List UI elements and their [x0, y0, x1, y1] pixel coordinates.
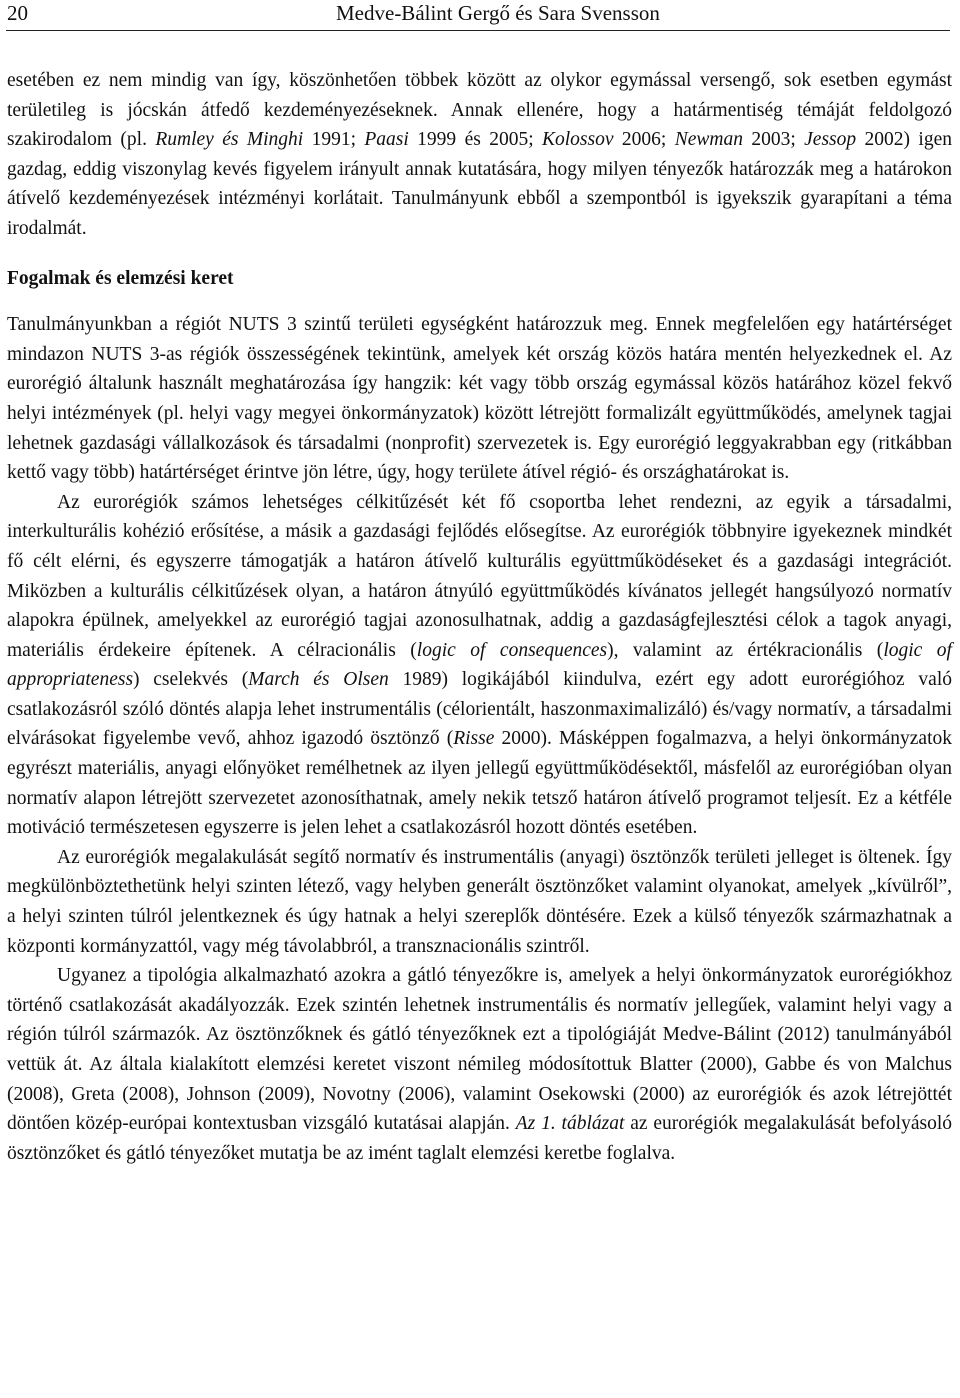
- text: ) cselekvés (: [133, 669, 249, 691]
- citation-author: Paasi: [364, 129, 409, 151]
- paragraph-intro: [7, 66, 952, 244]
- paragraph-objectives: [7, 488, 952, 843]
- citation-author: Risse: [453, 728, 495, 750]
- citation-author: Newman: [674, 129, 743, 151]
- italic-term: logic of consequences: [416, 639, 608, 661]
- text: 2000). Másképpen fogalmazva, a helyi önkormányzatok egyrészt materiális, anyagi előnyöket remélhetnek az ilyen jellegű együttműködésektől, másfelől az eurorégióban olyan normatív alapon létrejött szervezetet azonosíthatnak, amely nekik tetsző határon átívelő programot teljesít. Ez a kétféle motiváció természetesen egyszerre is jelen lehet a csatlakozásról hozott döntés esetében.: [7, 728, 952, 839]
- text: Az eurorégiók számos lehetséges célkitűzését két fő csoportba lehet rendezni, az egyik a társadalmi, interkulturális kohézió erősítése, a másik a gazdasági fejlődés elősegítse. Az eurorégiók többnyire igyekeznek mindkét fő célt elérni, és egyszerre támogatják a határon átívelő kulturális együttműködéseket és a gazdasági integrációt. Miközben a kulturális célkitűzések olyan, a határon átnyúló együttműködés kívánatos jellegét hangsúlyozó normatív alapokra épülnek, amelyekkel az eurorégió tagjai azonosulhatnak, addig a gazdaságfejlesztési célok a tagok anyagi, materiális érdekeire építenek. A célracionális (: [7, 491, 952, 661]
- section-heading: Fogalmak és elemzési keret: [7, 267, 234, 289]
- paragraph-incentives: Az eurorégiók megalakulását segítő normatív és instrumentális (anyagi) ösztönzők területi jelleget is öltenek. Így megkülönböztethetünk helyi szinten létező, vagy helyben generált ösztönzőket valamint olyanokat, amelyek „kívülről”, a helyi szinten túlról jelentkeznek és úgy hatnak a helyi szereplők döntésére. Ezek a külső tényezők származhatnak a központi kormányzattól, vagy még távolabbról, a transznacionális szintről.: [7, 846, 952, 957]
- text: az eurorégiók megalakulását befolyásoló ösztönzőket és gátló tényezőket mutatja be az imént taglalt elemzési keretbe foglalva.: [7, 1113, 952, 1164]
- table-reference: Az 1. táblázat: [515, 1113, 625, 1135]
- text: esetében ez nem mindig van így, köszönhetően többek között az olykor egymással versengő, sok esetben egymást területileg is jócskán átfedő kezdeményezéseknek. Annak ellenére, hogy a határmentiség témáját feldolgozó szakirodalom (pl.: [7, 70, 952, 151]
- paragraph-definitions: Tanulmányunkban a régiót NUTS 3 szintű területi egységként határozzuk meg. Ennek megfelelően egy határtérséget mindazon NUTS 3-as régiók összességének tekintünk, amelyek két ország közös határa mentén helyezkednek el. Az eurorégió általunk használt meghatározása így hangzik: két vagy több ország egymással közös határához közel fekvő helyi intézmények (pl. helyi vagy megyei önkormányzatok) között létrejött formalizált együttműködés, amelynek tagjai lehetnek gazdasági vállalkozások és társadalmi (nonprofit) szervezetek is. Egy eurorégió leggyakrabban egy (ritkábban kettő vagy több) határtérséget érintve jön létre, úgy, hogy területe átível régió- és országhatárokat is.: [7, 314, 952, 484]
- running-title: Medve-Bálint Gergő és Sara Svensson: [336, 1, 660, 25]
- citation-author: Jessop: [804, 129, 857, 151]
- citation-author: Kolossov: [542, 129, 614, 151]
- citation-author: Rumley és Minghi: [155, 129, 304, 151]
- page-header: [6, 0, 950, 31]
- citation-author: March és Olsen: [248, 669, 389, 691]
- text: 1989) logikájából kiindulva, ezért egy adott eurorégióhoz való csatlakozásról szóló döntés alapja lehet instrumentális (célorientált, haszonmaximalizáló) és/vagy normatív, a társadalmi elvárásokat figyelembe vevő, ahhoz igazodó ösztönző (: [7, 669, 952, 750]
- text: 2002) igen gazdag, eddig viszonylag kevés figyelem irányult annak kutatására, hogy milyen tényezők határozzák meg a határokon átívelő kezdeményezések intézményi korlátait. Tanulmányunk ebből a szempontból is igyekszik gyarapítani a téma irodalmát.: [7, 129, 952, 239]
- italic-term: logic of appropriateness: [7, 639, 952, 691]
- text: 1999 és 2005;: [408, 129, 542, 151]
- text: Ugyanez a tipológia alkalmazható azokra a gátló tényezőkre is, amelyek a helyi önkormányzatok eurorégiókhoz történő csatlakozását akadályozzák. Ezek szintén lehetnek instrumentális és normatív jellegűek, valamint helyi vagy a régión túlról származók. Az ösztönzőknek és gátló tényezőknek ezt a tipológiáját Medve-Bálint (2012) tanulmányából vettük át. Az általa kialakított elemzési keretet viszont némileg módosítottuk Blatter (2000), Gabbe és von Malchus (2008), Greta (2008), Johnson (2009), Novotny (2006), valamint Osekowski (2000) az eurorégiók és azok létrejöttét döntően közép-európai kontextusban vizsgáló kutatásai alapján.: [7, 965, 952, 1135]
- text: 2003;: [742, 129, 805, 151]
- text: 1991;: [303, 129, 365, 151]
- text: ), valamint az értékracionális (: [607, 639, 884, 661]
- text: 2006;: [613, 129, 675, 151]
- page-body: [7, 66, 952, 1168]
- page-number: 20: [7, 1, 28, 25]
- paragraph-typology: [7, 961, 952, 1168]
